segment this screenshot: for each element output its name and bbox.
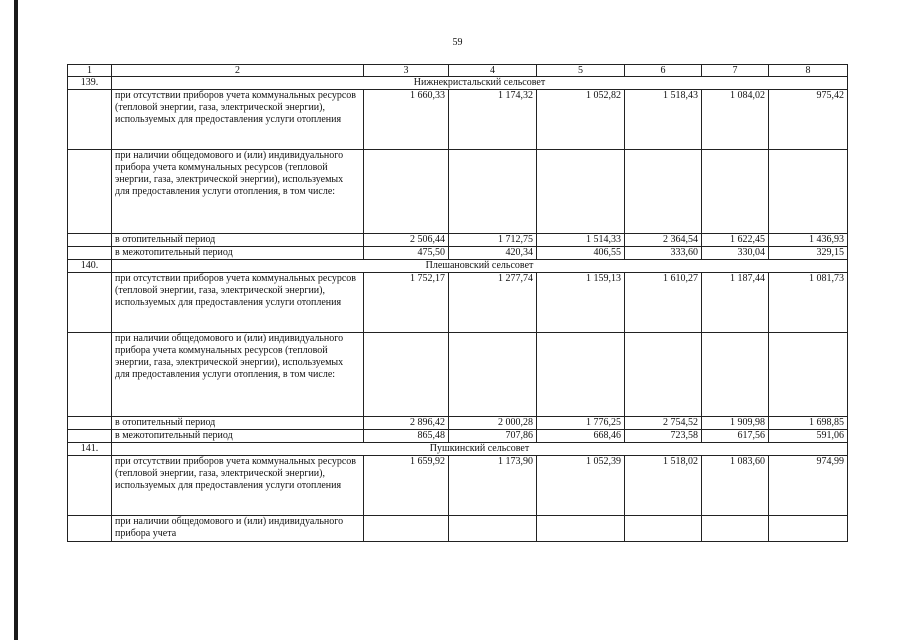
value-cell <box>364 516 449 542</box>
value-cell: 975,42 <box>769 90 848 150</box>
row-label: в отопительный период <box>112 234 364 247</box>
value-cell: 1 776,25 <box>537 417 625 430</box>
value-cell: 1 659,92 <box>364 456 449 516</box>
value-cell: 974,99 <box>769 456 848 516</box>
row-number-cell <box>68 150 112 234</box>
row-number-cell <box>68 273 112 333</box>
value-cell <box>625 150 702 234</box>
value-cell <box>537 333 625 417</box>
value-cell: 420,34 <box>449 247 537 260</box>
column-header: 6 <box>625 65 702 77</box>
section-number: 139. <box>68 77 112 90</box>
page-edge-bar <box>14 0 18 640</box>
value-cell <box>364 150 449 234</box>
value-cell: 1 174,32 <box>449 90 537 150</box>
value-cell: 707,86 <box>449 430 537 443</box>
column-header: 7 <box>702 65 769 77</box>
section-header-row <box>68 77 848 90</box>
row-label: при наличии общедомового и (или) индивидуального прибора учета коммунальных ресурсов (тепловой энергии, газа, электрической энергии), используемых для предоставления услуги отопления, в том числе: <box>112 150 364 234</box>
section-number: 140. <box>68 260 112 273</box>
value-cell: 330,04 <box>702 247 769 260</box>
row-label: при отсутствии приборов учета коммунальных ресурсов (тепловой энергии, газа, электрической энергии), используемых для предоставления услуги отопления <box>112 90 364 150</box>
value-cell: 1 752,17 <box>364 273 449 333</box>
value-cell: 475,50 <box>364 247 449 260</box>
column-header: 8 <box>769 65 848 77</box>
value-cell <box>625 516 702 542</box>
value-cell: 723,58 <box>625 430 702 443</box>
section-title: Пушкинский сельсовет <box>112 443 848 456</box>
row-number-cell <box>68 456 112 516</box>
value-cell <box>364 333 449 417</box>
value-cell: 1 514,33 <box>537 234 625 247</box>
column-header: 1 <box>68 65 112 77</box>
row-label: при наличии общедомового и (или) индивидуального прибора учета коммунальных ресурсов (тепловой энергии, газа, электрической энергии), используемых для предоставления услуги отопления, в том числе: <box>112 333 364 417</box>
column-header: 3 <box>364 65 449 77</box>
column-header: 2 <box>112 65 364 77</box>
value-cell: 1 052,39 <box>537 456 625 516</box>
section-header-row <box>68 260 848 273</box>
value-cell: 1 436,93 <box>769 234 848 247</box>
value-cell: 406,55 <box>537 247 625 260</box>
value-cell: 1 698,85 <box>769 417 848 430</box>
table-row <box>68 456 848 516</box>
value-cell: 1 084,02 <box>702 90 769 150</box>
row-label: в отопительный период <box>112 417 364 430</box>
value-cell: 2 506,44 <box>364 234 449 247</box>
value-cell: 2 896,42 <box>364 417 449 430</box>
value-cell: 1 518,02 <box>625 456 702 516</box>
table-row <box>68 247 848 260</box>
row-number-cell <box>68 516 112 542</box>
value-cell <box>449 150 537 234</box>
value-cell: 1 610,27 <box>625 273 702 333</box>
value-cell: 1 052,82 <box>537 90 625 150</box>
table-row <box>68 333 848 417</box>
value-cell <box>449 516 537 542</box>
value-cell: 865,48 <box>364 430 449 443</box>
row-number-cell <box>68 417 112 430</box>
value-cell: 617,56 <box>702 430 769 443</box>
row-number-cell <box>68 247 112 260</box>
section-title: Нижнекристальский сельсовет <box>112 77 848 90</box>
value-cell: 1 083,60 <box>702 456 769 516</box>
value-cell: 1 712,75 <box>449 234 537 247</box>
value-cell: 333,60 <box>625 247 702 260</box>
row-label: в межотопительный период <box>112 247 364 260</box>
value-cell: 1 277,74 <box>449 273 537 333</box>
value-cell <box>449 333 537 417</box>
value-cell: 1 159,13 <box>537 273 625 333</box>
table-row <box>68 430 848 443</box>
page-number: 59 <box>452 37 463 48</box>
section-number: 141. <box>68 443 112 456</box>
row-label: в межотопительный период <box>112 430 364 443</box>
value-cell: 2 754,52 <box>625 417 702 430</box>
table-row <box>68 516 848 542</box>
value-cell <box>702 333 769 417</box>
value-cell <box>769 150 848 234</box>
value-cell: 2 364,54 <box>625 234 702 247</box>
column-header: 4 <box>449 65 537 77</box>
row-number-cell <box>68 333 112 417</box>
value-cell: 1 518,43 <box>625 90 702 150</box>
value-cell: 1 173,90 <box>449 456 537 516</box>
table-row <box>68 273 848 333</box>
value-cell <box>537 150 625 234</box>
section-header-row <box>68 443 848 456</box>
row-number-cell <box>68 234 112 247</box>
section-title: Плешановский сельсовет <box>112 260 848 273</box>
row-label: при отсутствии приборов учета коммунальных ресурсов (тепловой энергии, газа, электрической энергии), используемых для предоставления услуги отопления <box>112 273 364 333</box>
column-header: 5 <box>537 65 625 77</box>
value-cell: 2 000,28 <box>449 417 537 430</box>
table-row <box>68 234 848 247</box>
value-cell: 329,15 <box>769 247 848 260</box>
value-cell <box>702 516 769 542</box>
row-label: при наличии общедомового и (или) индивидуального прибора учета <box>112 516 364 542</box>
column-header-row <box>68 65 848 77</box>
tariff-table <box>67 64 848 542</box>
table-row <box>68 417 848 430</box>
value-cell <box>769 516 848 542</box>
value-cell: 668,46 <box>537 430 625 443</box>
value-cell: 1 909,98 <box>702 417 769 430</box>
value-cell <box>769 333 848 417</box>
value-cell: 591,06 <box>769 430 848 443</box>
table-row <box>68 90 848 150</box>
row-label: при отсутствии приборов учета коммунальных ресурсов (тепловой энергии, газа, электрической энергии), используемых для предоставления услуги отопления <box>112 456 364 516</box>
value-cell: 1 660,33 <box>364 90 449 150</box>
row-number-cell <box>68 90 112 150</box>
value-cell <box>537 516 625 542</box>
value-cell <box>625 333 702 417</box>
value-cell: 1 187,44 <box>702 273 769 333</box>
value-cell <box>702 150 769 234</box>
value-cell: 1 081,73 <box>769 273 848 333</box>
row-number-cell <box>68 430 112 443</box>
value-cell: 1 622,45 <box>702 234 769 247</box>
table-row <box>68 150 848 234</box>
